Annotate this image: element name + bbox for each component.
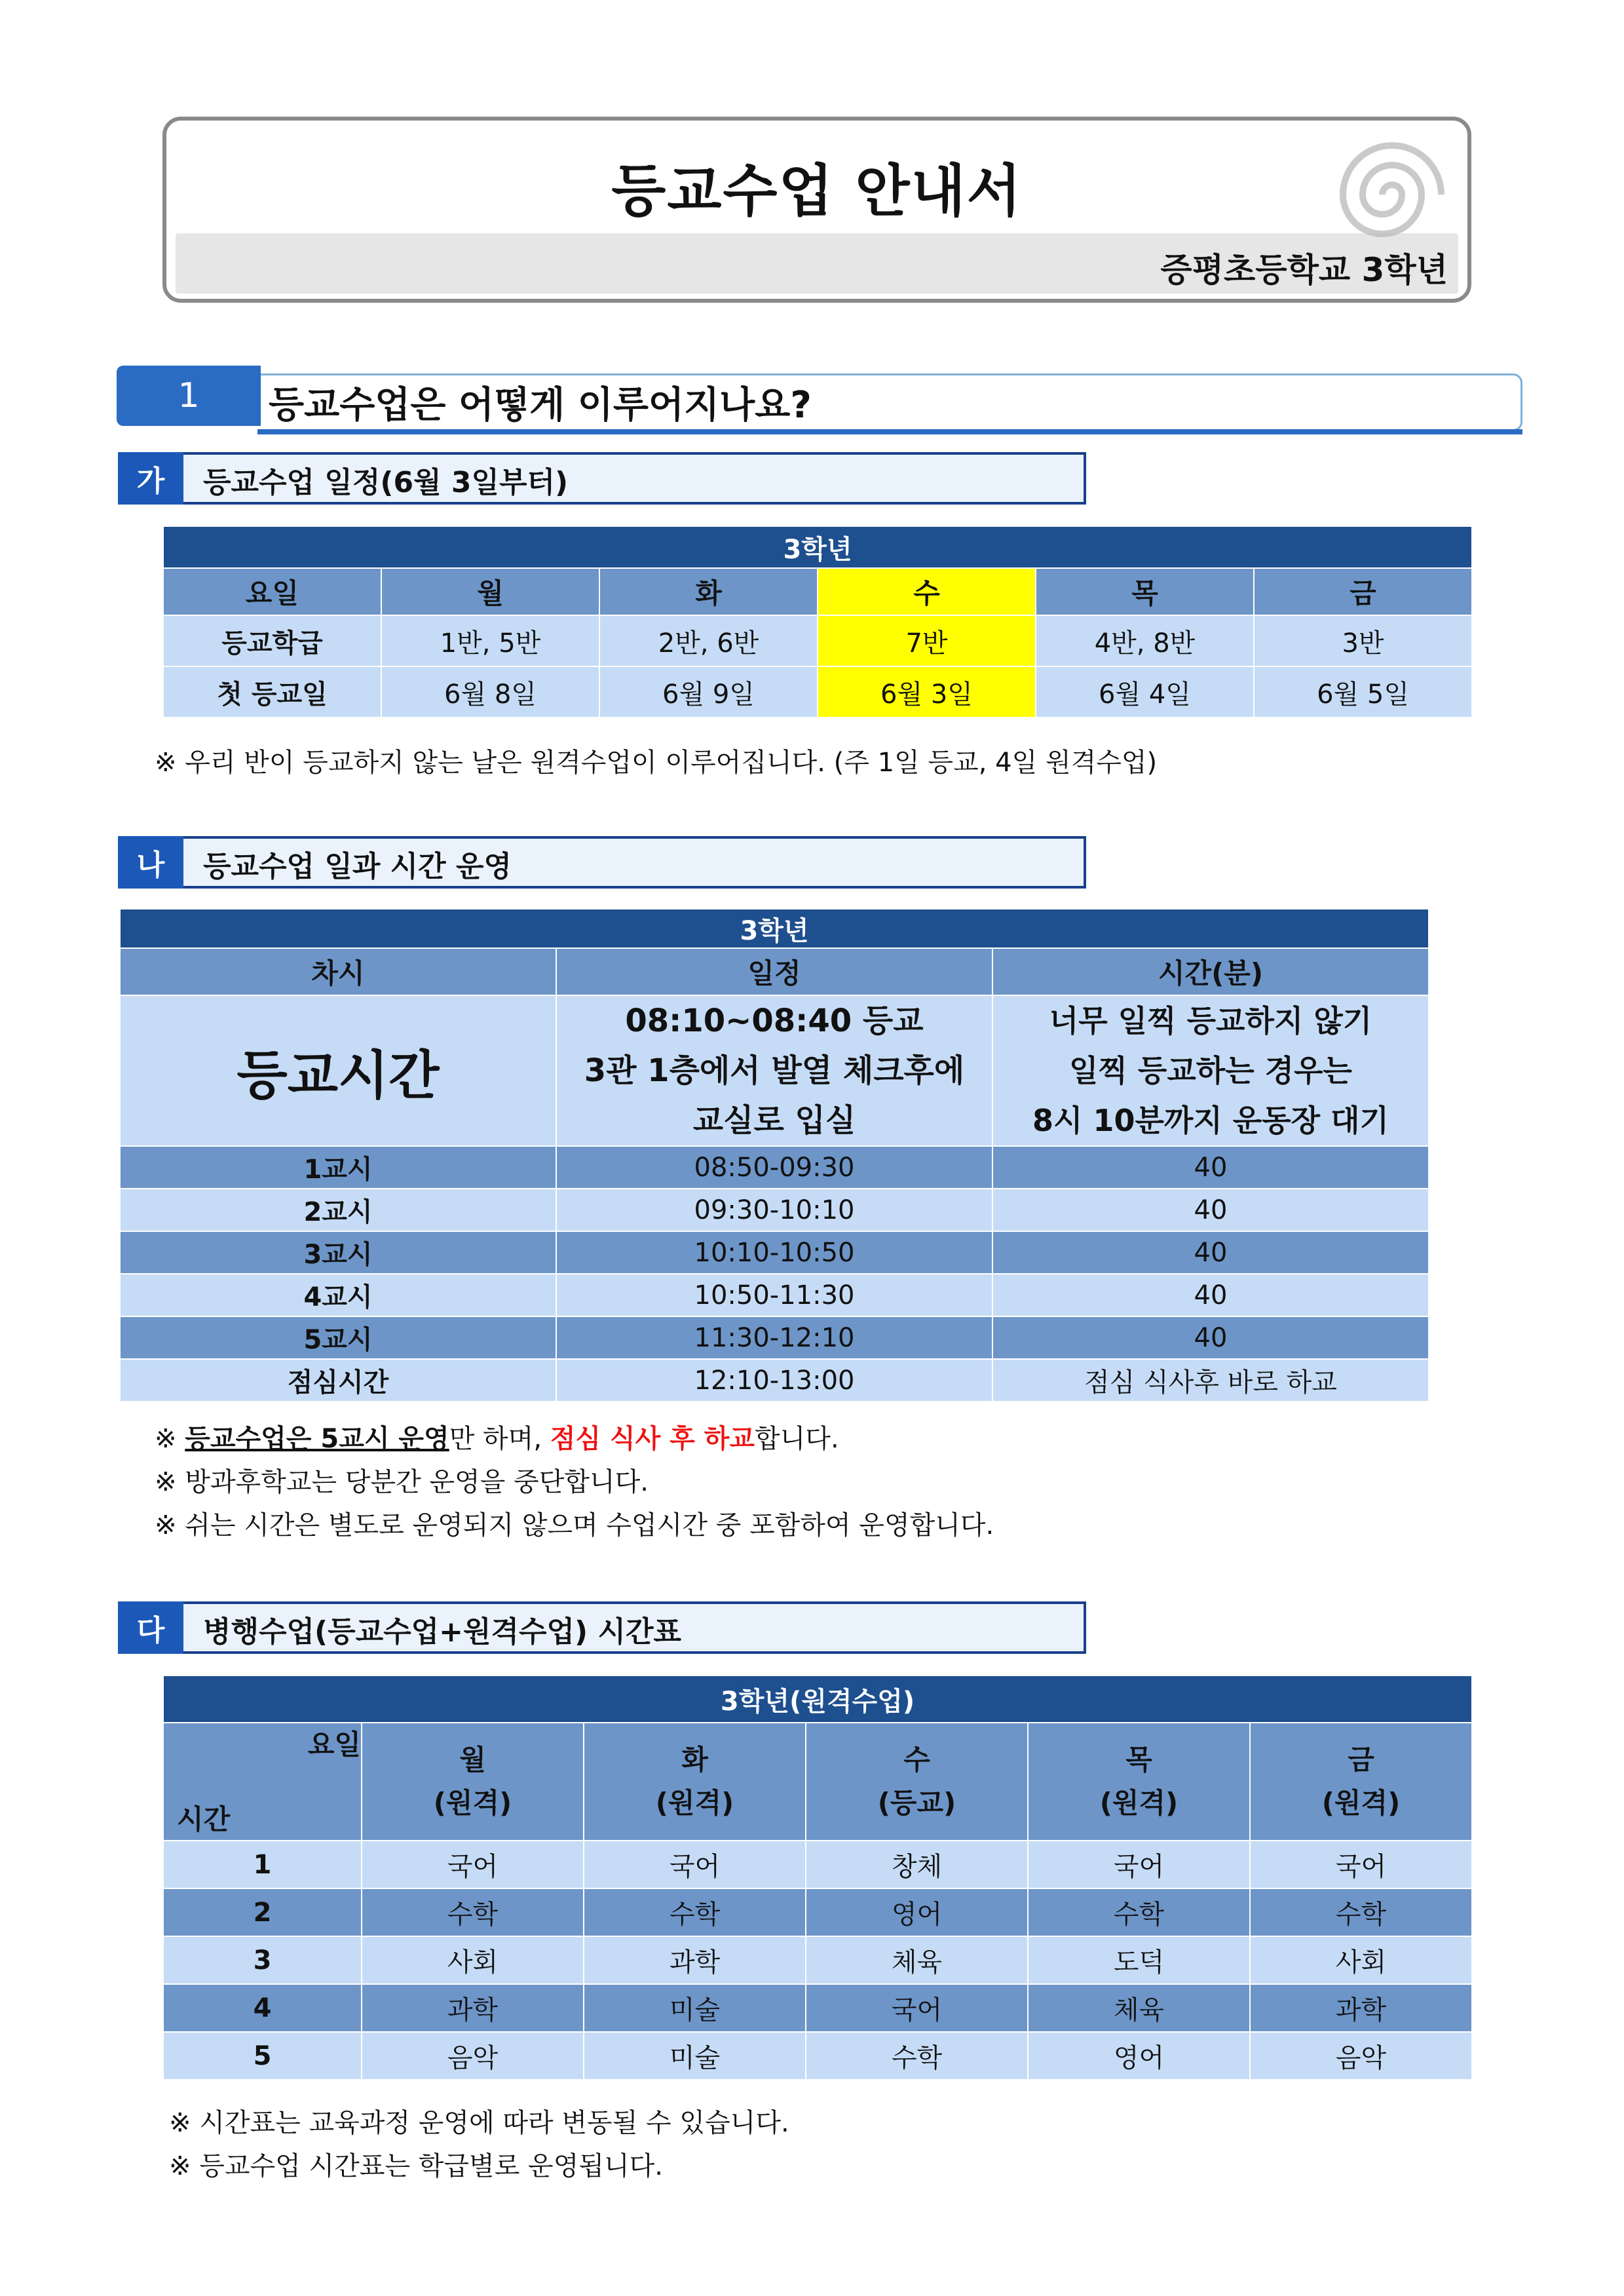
table-cell: 과학 xyxy=(584,1936,806,1984)
timetable-caption: 3학년(원격수업) xyxy=(163,1675,1472,1723)
table-cell: 4교시 xyxy=(120,1274,556,1316)
table-cell: 수학 xyxy=(584,1888,806,1936)
table-cell: 창체 xyxy=(806,1841,1028,1888)
table-cell: 수학 xyxy=(1250,1888,1472,1936)
header-day: 금 xyxy=(1348,1744,1374,1776)
school-name: 증평초등학교 3학년 xyxy=(1160,251,1448,289)
table-cell: 사회 xyxy=(1250,1936,1472,1984)
table-cell: 11:30-12:10 xyxy=(556,1316,992,1359)
table-cell: 점심시간 xyxy=(120,1359,556,1402)
table-cell: 미술 xyxy=(584,2032,806,2080)
table-cell: 40 xyxy=(992,1274,1429,1316)
table-cell: 수학 xyxy=(362,1888,584,1936)
page-title: 등교수업 안내서 xyxy=(611,159,1023,224)
timetable-header xyxy=(1028,1723,1250,1841)
timetable-header xyxy=(1250,1723,1472,1841)
table-cell: 2교시 xyxy=(120,1189,556,1231)
section-1-header xyxy=(117,366,1522,431)
da-note-2: ※ 등교수업 시간표는 학급별로 운영됩니다. xyxy=(169,2151,663,2181)
table-row xyxy=(120,1146,1429,1189)
table-cell: 40 xyxy=(992,1316,1429,1359)
na-note-3: ※ 쉬는 시간은 별도로 운영되지 않으며 수업시간 중 포함하여 운영합니다. xyxy=(155,1510,994,1540)
table-cell: 3교시 xyxy=(120,1231,556,1274)
section-1-number: 1 xyxy=(117,366,261,426)
subsection-na-tab: 나 xyxy=(118,836,183,889)
table-cell: 첫 등교일 xyxy=(163,666,381,718)
table-cell: 등교학급 xyxy=(163,615,381,666)
header-mode: (등교) xyxy=(877,1787,956,1819)
table-cell: 1 xyxy=(163,1841,362,1888)
daily-caption: 3학년 xyxy=(120,909,1429,948)
table-row xyxy=(163,1984,1472,2032)
table-cell: 3반 xyxy=(1254,615,1472,666)
arrival-time-line: 일찍 등교하는 경우는 xyxy=(1069,1053,1352,1088)
timetable-header xyxy=(806,1723,1028,1841)
arrival-time-line: 너무 일찍 등교하지 않기 xyxy=(1049,1003,1372,1039)
table-cell: 6월 9일 xyxy=(599,666,818,718)
table-cell: 음악 xyxy=(1250,2032,1472,2080)
timetable-header xyxy=(584,1723,806,1841)
subsection-da-title: 병행수업(등교수업+원격수업) 시간표 xyxy=(203,1615,681,1649)
header-mode: (원격) xyxy=(433,1787,512,1819)
table-row xyxy=(120,1274,1429,1316)
table-row xyxy=(163,1841,1472,1888)
timetable xyxy=(162,1675,1473,2080)
table-cell: 6월 8일 xyxy=(381,666,599,718)
schedule-header: 화 xyxy=(599,568,818,615)
daily-schedule-table xyxy=(119,908,1429,1402)
daily-header: 차시 xyxy=(120,948,556,995)
table-cell: 10:50-11:30 xyxy=(556,1274,992,1316)
table-cell: 2반, 6반 xyxy=(599,615,818,666)
table-cell: 08:50-09:30 xyxy=(556,1146,992,1189)
table-cell: 09:30-10:10 xyxy=(556,1189,992,1231)
header-day: 수 xyxy=(903,1744,930,1776)
note-emphasis: 등교수업은 5교시 운영 xyxy=(185,1424,449,1454)
table-cell: 40 xyxy=(992,1189,1429,1231)
table-row xyxy=(120,1359,1429,1402)
subsection-na-title: 등교수업 일과 시간 운영 xyxy=(203,850,512,883)
schedule-header: 월 xyxy=(381,568,599,615)
title-box xyxy=(162,117,1471,303)
daily-header: 시간(분) xyxy=(992,948,1429,995)
daily-header: 일정 xyxy=(556,948,992,995)
corner-time-label: 시간 xyxy=(177,1803,231,1835)
table-cell: 영어 xyxy=(1028,2032,1250,2080)
note-highlight: 점심 식사 후 하교 xyxy=(550,1424,755,1454)
table-cell: 국어 xyxy=(1250,1841,1472,1888)
table-cell: 7반 xyxy=(818,615,1036,666)
arrival-row xyxy=(120,995,1429,1146)
schedule-header: 수 xyxy=(818,568,1036,615)
header-day: 월 xyxy=(459,1744,486,1776)
header-mode: (원격) xyxy=(1321,1787,1401,1819)
subsection-ga-header xyxy=(118,452,1086,505)
table-row xyxy=(163,615,1472,666)
na-note-2: ※ 방과후학교는 당분간 운영을 중단합니다. xyxy=(155,1467,649,1497)
table-row xyxy=(163,1888,1472,1936)
swirl-logo-icon xyxy=(1317,126,1467,263)
table-cell: 과학 xyxy=(362,1984,584,2032)
table-cell: 6월 3일 xyxy=(818,666,1036,718)
header-day: 화 xyxy=(681,1744,708,1776)
table-cell: 2 xyxy=(163,1888,362,1936)
corner-day-label: 요일 xyxy=(307,1729,361,1761)
timetable-corner xyxy=(163,1723,362,1841)
table-cell: 과학 xyxy=(1250,1984,1472,2032)
table-cell: 12:10-13:00 xyxy=(556,1359,992,1402)
schedule-header: 목 xyxy=(1036,568,1254,615)
subsection-na-header xyxy=(118,836,1086,889)
note-prefix: ※ xyxy=(155,1424,185,1454)
note-text: 만 하며, xyxy=(449,1424,550,1454)
arrival-time xyxy=(992,995,1429,1146)
table-cell: 국어 xyxy=(806,1984,1028,2032)
table-cell: 체육 xyxy=(1028,1984,1250,2032)
table-row xyxy=(120,1231,1429,1274)
arrival-schedule-line: 08:10~08:40 등교 xyxy=(625,1003,924,1039)
arrival-schedule xyxy=(556,995,992,1146)
table-cell: 5교시 xyxy=(120,1316,556,1359)
table-row xyxy=(163,1936,1472,1984)
schedule-table xyxy=(162,526,1473,718)
table-row xyxy=(163,2032,1472,2080)
schedule-header: 금 xyxy=(1254,568,1472,615)
subsection-ga-tab: 가 xyxy=(118,452,183,505)
header-day: 목 xyxy=(1125,1744,1152,1776)
subsection-da-tab: 다 xyxy=(118,1601,183,1654)
subsection-da-header xyxy=(118,1601,1086,1654)
subsection-ga-title: 등교수업 일정(6월 3일부터) xyxy=(203,466,569,499)
table-cell: 점심 식사후 바로 하교 xyxy=(992,1359,1429,1402)
table-cell: 영어 xyxy=(806,1888,1028,1936)
da-note-1: ※ 시간표는 교육과정 운영에 따라 변동될 수 있습니다. xyxy=(169,2108,789,2138)
ga-note: ※ 우리 반이 등교하지 않는 날은 원격수업이 이루어집니다. (주 1일 등교, 4일 원격수업) xyxy=(155,748,1158,778)
table-cell: 음악 xyxy=(362,2032,584,2080)
note-text: 합니다. xyxy=(755,1424,839,1454)
arrival-schedule-line: 3관 1층에서 발열 체크후에 xyxy=(584,1052,965,1089)
table-cell: 3 xyxy=(163,1936,362,1984)
table-cell: 6월 4일 xyxy=(1036,666,1254,718)
na-note-1 xyxy=(155,1418,839,1455)
table-cell: 40 xyxy=(992,1146,1429,1189)
table-cell: 1반, 5반 xyxy=(381,615,599,666)
table-cell: 미술 xyxy=(584,1984,806,2032)
arrival-label: 등교시간 xyxy=(120,995,556,1146)
table-cell: 체육 xyxy=(806,1936,1028,1984)
table-row xyxy=(120,1189,1429,1231)
table-cell: 국어 xyxy=(1028,1841,1250,1888)
table-cell: 4반, 8반 xyxy=(1036,615,1254,666)
table-row xyxy=(163,666,1472,718)
arrival-time-line: 8시 10분까지 운동장 대기 xyxy=(1032,1103,1389,1138)
table-cell: 5 xyxy=(163,2032,362,2080)
table-cell: 도덕 xyxy=(1028,1936,1250,1984)
schedule-header: 요일 xyxy=(163,568,381,615)
header-mode: (원격) xyxy=(1099,1787,1179,1819)
table-cell: 국어 xyxy=(584,1841,806,1888)
arrival-schedule-line: 교실로 입실 xyxy=(692,1102,856,1139)
table-cell: 국어 xyxy=(362,1841,584,1888)
table-cell: 수학 xyxy=(806,2032,1028,2080)
table-cell: 4 xyxy=(163,1984,362,2032)
schedule-caption: 3학년 xyxy=(163,526,1472,568)
table-cell: 1교시 xyxy=(120,1146,556,1189)
table-cell: 40 xyxy=(992,1231,1429,1274)
section-1-title: 등교수업은 어떻게 이루어지나요? xyxy=(269,384,812,427)
table-cell: 수학 xyxy=(1028,1888,1250,1936)
timetable-header xyxy=(362,1723,584,1841)
header-mode: (원격) xyxy=(655,1787,734,1819)
table-cell: 6월 5일 xyxy=(1254,666,1472,718)
table-row xyxy=(120,1316,1429,1359)
table-cell: 10:10-10:50 xyxy=(556,1231,992,1274)
table-cell: 사회 xyxy=(362,1936,584,1984)
